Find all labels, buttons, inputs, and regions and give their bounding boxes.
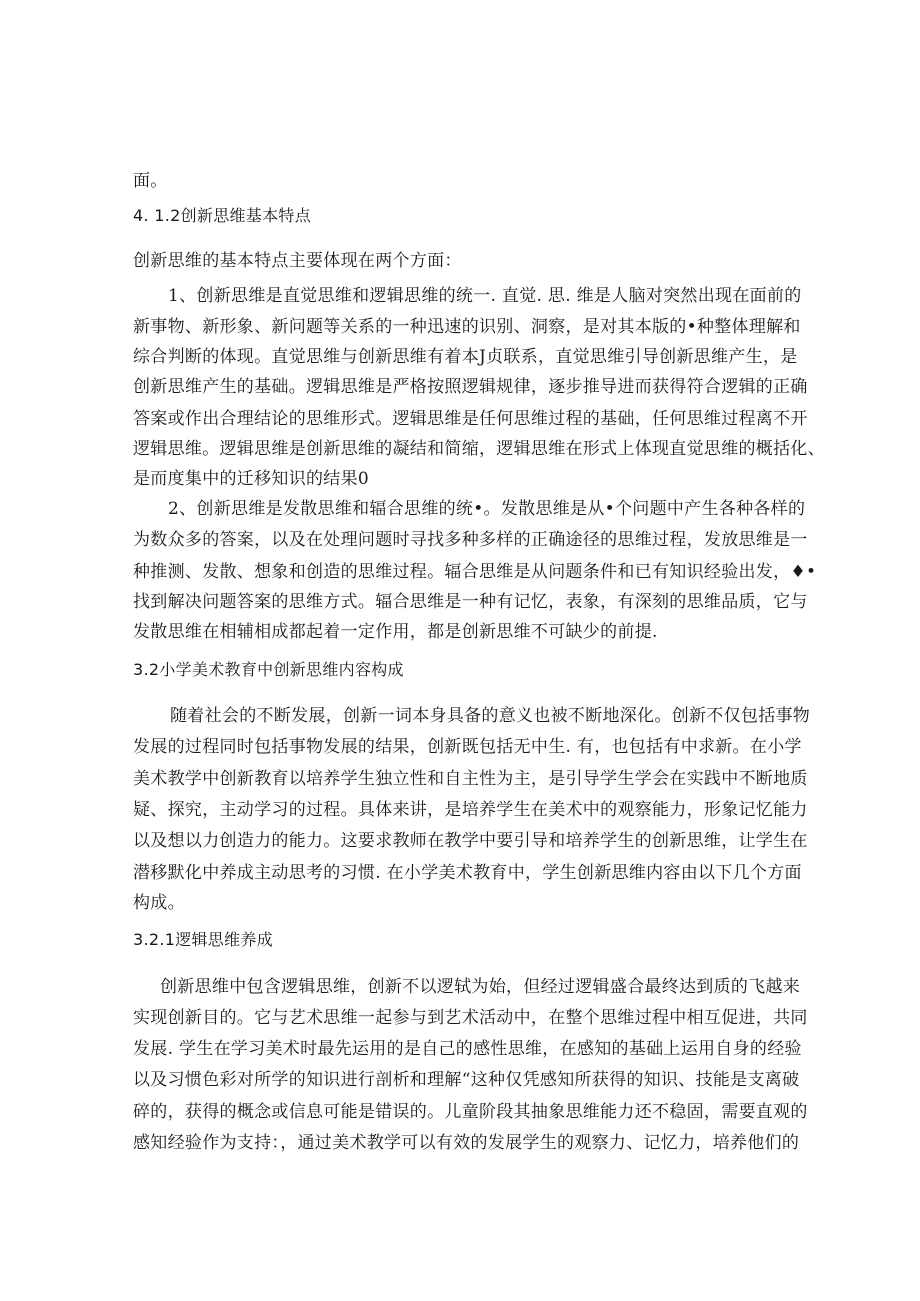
text-line: 以及习惯色彩对所学的知识进行剖析和理解“这种仅凭感知所获得的知识、技能是支离破 [133,1070,800,1090]
text-line: 美术教学中创新教育以培养学生独立性和自主性为主，是引导学生学会在实践中不断地质 [133,769,808,789]
paragraph-first-line: 2、创新思维是发散思维和辐合思维的统•。发散思维是从•个问题中产生各种各样的 [168,499,806,519]
text-line: 创新思维的基本特点主要体现在两个方面： [133,251,462,271]
text-line: 潜移默化中养成主动思考的习惯. 在小学美术教育中，学生创新思维内容由以下几个方面 [133,863,802,883]
text-line: 发展的过程同时包括事物发展的结果，创新既包括无中生. 有，也包括有中求新。在小学 [133,737,802,757]
text-line: 答案或作出合理结论的思维形式。逻辑思维是任何思维过程的基础，任何思维过程离不开 [133,409,808,429]
paragraph-first-line: 创新思维中包含逻辑思维，创新不以逻轼为始，但经过逻辑盛合最终达到质的飞越来 [160,977,801,997]
text-line: 构成。 [133,893,185,913]
text-line: 新事物、新形象、新问题等关系的一种迅速的识别、洞察，是对其本版的•种整体理解和 [133,317,801,337]
text-line: 种推测、发散、想象和创造的思维过程。辐合思维是从问题条件和已有知识经验出发，♦• [133,562,817,582]
text-line: 面。 [133,171,168,191]
text-line: 感知经验作为支持：，通过美术教学可以有效的发展学生的观察力、记忆力，培养他们的 [133,1133,800,1153]
text-line: 创新思维产生的基础。逻辑思维是严格按照逻辑规律，逐步推导进而获得符合逻辑的正确 [133,377,808,397]
text-line: 实现创新目的。它与艺术思维一起参与到艺术活动中，在整个思维过程中相互促进，共同 [133,1008,808,1028]
text-line: 找到解决问题答案的思维方式。辐合思维是一种有记忆，表象，有深刻的思维品质，它与 [133,592,808,612]
paragraph-first-line: 1、创新思维是直觉思维和逻辑思维的统一. 直觉. 思. 维是人脑对突然出现在面前的 [168,286,802,306]
text-line: 碎的，获得的概念或信息可能是错误的。儿童阶段其抽象思维能力还不稳固，需要直观的 [133,1102,808,1122]
section-heading: 3.2.1逻辑思维养成 [133,930,274,949]
text-line: 综合判断的体现。直觉思维与创新思维有着本J贞联系，直觉思维引导创新思维产生，是 [133,347,798,367]
paragraph-first-line: 随着社会的不断发展，创新一词本身具备的意义也被不断地深化。创新不仅包括事物 [170,706,811,726]
section-heading: 3.2小学美术教育中创新思维内容构成 [133,660,404,679]
text-line: 发展. 学生在学习美术时最先运用的是自己的感性思维，在感知的基础上运用自身的经验 [133,1039,802,1059]
text-line: 发散思维在相辅相成都起着一定作用，都是创新思维不可缺少的前提. [133,622,658,642]
text-line: 为数众多的答案，以及在处理问题时寻找多种多样的正确途径的思维过程，发放思维是一 [133,530,808,550]
text-line: 是而度集中的迁移知识的结果0 [133,469,370,489]
section-heading: 4. 1.2创新思维基本特点 [133,206,311,225]
text-line: 以及想以力创造力的能力。这要求教师在教学中要引导和培养学生的创新思维，让学生在 [133,831,808,851]
text-line: 逻辑思维。逻辑思维是创新思维的凝结和简缩，逻辑思维在形式上体现直觉思维的概括化、 [133,439,825,459]
text-line: 疑、探究，主动学习的过程。具体来讲，是培养学生在美术中的观察能力，形象记忆能力 [133,800,808,820]
